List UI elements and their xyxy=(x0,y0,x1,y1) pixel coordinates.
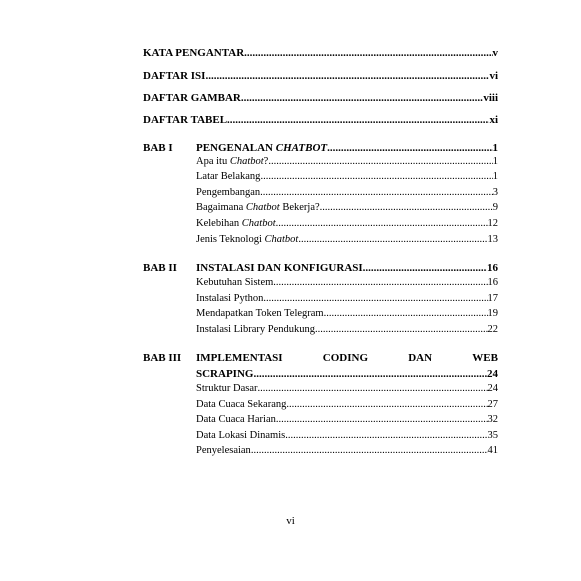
dot-leader xyxy=(227,114,489,126)
toc-entry-label: DAFTAR TABEL xyxy=(143,114,228,126)
dot-leader xyxy=(276,414,488,425)
dot-leader xyxy=(268,156,492,167)
dot-leader xyxy=(258,383,488,394)
dot-leader xyxy=(260,187,493,198)
dot-leader xyxy=(320,202,493,213)
toc-entry-page: xi xyxy=(489,114,498,126)
dot-leader xyxy=(285,430,487,441)
toc-entry-page: vi xyxy=(489,70,498,82)
dot-leader xyxy=(315,324,488,335)
chapter-title-bab-3-line-1[interactable]: IMPLEMENTASI CODING DAN WEB xyxy=(196,352,498,364)
toc-section[interactable]: Penyelesaian ..... 41 xyxy=(196,445,498,456)
dot-leader xyxy=(244,47,492,59)
dot-leader xyxy=(205,70,489,82)
dot-leader xyxy=(276,218,488,229)
toc-section[interactable]: Mendapatkan Token Telegram ..... 19 xyxy=(196,308,498,319)
chapter-title-bab-1[interactable]: PENGENALAN CHATBOT ..... 1 xyxy=(196,142,498,154)
dot-leader xyxy=(273,277,487,288)
chapter-title-bab-2[interactable]: INSTALASI DAN KONFIGURASI ..... 16 xyxy=(196,262,498,274)
dot-leader xyxy=(286,399,487,410)
toc-section[interactable]: Bagaimana Chatbot Bekerja? ..... 9 xyxy=(196,202,498,213)
dot-leader xyxy=(363,262,487,274)
toc-entry-label: DAFTAR ISI xyxy=(143,70,206,82)
toc-section[interactable]: Kebutuhan Sistem ..... 16 xyxy=(196,277,498,288)
footer-page-number: vi xyxy=(286,515,295,527)
toc-entry-daftar-gambar[interactable] xyxy=(143,92,498,104)
toc-entry-daftar-isi[interactable] xyxy=(143,70,498,82)
toc-entry-label: KATA PENGANTAR xyxy=(143,47,245,59)
chapter-code-bab-1: BAB I xyxy=(143,142,173,154)
dot-leader xyxy=(260,171,492,182)
toc-entry-page: viii xyxy=(483,92,498,104)
chapter-code-bab-3: BAB III xyxy=(143,352,182,364)
chapter-title-bab-3-line-2[interactable]: SCRAPING ..... 24 xyxy=(196,368,498,380)
dot-leader xyxy=(253,368,487,380)
toc-section[interactable]: Data Cuaca Harian ..... 32 xyxy=(196,414,498,425)
toc-section[interactable]: Struktur Dasar ..... 24 xyxy=(196,383,498,394)
toc-section[interactable]: Instalasi Python ..... 17 xyxy=(196,293,498,304)
toc-section[interactable]: Data Lokasi Dinamis ..... 35 xyxy=(196,430,498,441)
chapter-code-bab-2: BAB II xyxy=(143,262,177,274)
toc-entry-kata-pengantar[interactable] xyxy=(143,47,498,59)
dot-leader xyxy=(241,92,483,104)
toc-entry-label: DAFTAR GAMBAR xyxy=(143,92,241,104)
dot-leader xyxy=(327,142,492,154)
dot-leader xyxy=(298,234,487,245)
toc-section[interactable]: Jenis Teknologi Chatbot ..... 13 xyxy=(196,234,498,245)
toc-entry-daftar-tabel[interactable] xyxy=(143,114,498,126)
dot-leader xyxy=(324,308,488,319)
toc-section[interactable]: Pengembangan ..... 3 xyxy=(196,187,498,198)
dot-leader xyxy=(263,293,487,304)
toc-entry-page: v xyxy=(492,47,498,59)
toc-section[interactable]: Instalasi Library Pendukung ..... 22 xyxy=(196,324,498,335)
toc-section[interactable]: Latar Belakang ..... 1 xyxy=(196,171,498,182)
toc-section[interactable]: Kelebihan Chatbot ..... 12 xyxy=(196,218,498,229)
toc-section[interactable]: Apa itu Chatbot? ..... 1 xyxy=(196,156,498,167)
toc-section[interactable]: Data Cuaca Sekarang ..... 27 xyxy=(196,399,498,410)
dot-leader xyxy=(251,445,488,456)
